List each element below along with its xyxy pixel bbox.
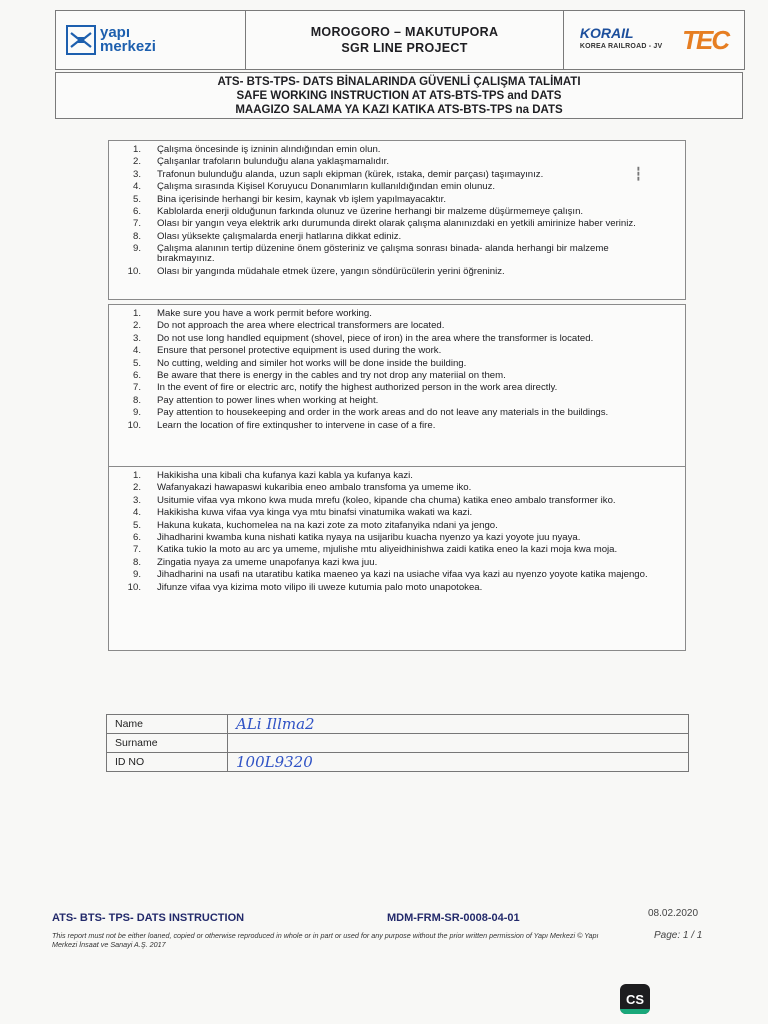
item-number: 2. xyxy=(132,482,141,494)
item-text: Olası bir yangın veya elektrik arkı durumunda direkt olarak çalışma alanınızdaki en yetkili amirinize haber veriniz. xyxy=(157,218,636,230)
item-text: Hakuna kukata, kuchomelea na na kazi zote za moto zitafanyika ndani ya jengo. xyxy=(157,519,498,531)
list-item xyxy=(109,533,685,543)
item-number: 4. xyxy=(132,181,141,193)
item-number: 2. xyxy=(132,156,141,168)
item-number: 5. xyxy=(132,357,141,369)
list-item xyxy=(109,408,685,418)
footer-date: 08.02.2020 xyxy=(648,908,699,919)
footer-document-title: ATS- BTS- TPS- DATS INSTRUCTION xyxy=(52,912,245,924)
partner-logos xyxy=(564,11,744,69)
title-english: SAFE WORKING INSTRUCTION AT ATS-BTS-TPS and DATS xyxy=(236,90,562,102)
item-number: 6. xyxy=(132,531,141,543)
list-item xyxy=(109,570,685,580)
item-text: Learn the location of fire extinqusher to intervene in case of a fire. xyxy=(157,419,436,431)
korail-logo xyxy=(580,27,663,53)
item-text: Jihadharini kwamba kuna nishati katika nyaya na usijaribu kuacha nyenzo ya kazi yoyote juu nyaya. xyxy=(157,531,581,543)
item-number: 7. xyxy=(132,218,141,230)
list-item xyxy=(109,558,685,568)
section-swahili xyxy=(108,467,686,651)
list-item xyxy=(109,483,685,493)
list-item xyxy=(109,421,685,431)
item-text: Make sure you have a work permit before working. xyxy=(157,308,372,319)
list-item xyxy=(109,583,685,593)
item-number: 5. xyxy=(132,193,141,205)
item-text: Be aware that there is energy in the cables and try not drop any materiial on them. xyxy=(157,369,506,381)
project-title-line1: MOROGORO – MAKUTUPORA xyxy=(310,25,499,39)
id-number-label: ID NO xyxy=(107,753,228,772)
item-number: 9. xyxy=(132,243,141,255)
name-value[interactable]: ALi Illma2 xyxy=(228,715,689,734)
footer-page-number: Page: 1 / 1 xyxy=(654,930,703,941)
instruction-list-english xyxy=(109,305,685,431)
footer-disclaimer: This report must not be either loaned, copied or otherwise reproduced in whole or in part or used for any purpose without the prior written permission of Yapı Merkezi © Yapı Merkezi İnsaat ve Sanayi A.Ş. 2017 xyxy=(52,931,599,949)
item-text: Çalışma sırasında Kişisel Koruyucu Donanımların kullanıldığından emin olunuz. xyxy=(157,181,496,193)
yapi-merkezi-logo xyxy=(56,11,246,69)
korail-logo-text: KORAIL xyxy=(579,25,634,41)
item-text: Jihadharini na usafi na utaratibu katika maeneo ya kazi na usiache vifaa vya kazi au nyenzo yoyote katika majengo. xyxy=(157,569,648,581)
list-item xyxy=(109,371,685,381)
list-item xyxy=(109,383,685,393)
item-text: Ensure that personel protective equipment is used during the work. xyxy=(157,345,442,357)
item-text: Olası yüksekte çalışmalarda enerji hatlarına dikkat ediniz. xyxy=(157,230,402,242)
korail-logo-subtext: KOREA RAILROAD - JV xyxy=(579,43,663,50)
project-title xyxy=(246,11,564,69)
yapi-merkezi-mark-icon xyxy=(66,25,96,55)
project-title-line2: SGR LINE PROJECT xyxy=(341,41,468,55)
item-text: Do not use long handled equipment (shovel, piece of iron) in the area where the transformer is located. xyxy=(157,332,594,344)
item-number: 7. xyxy=(132,544,141,556)
item-number: 1. xyxy=(132,470,141,481)
surname-value[interactable] xyxy=(228,734,689,753)
list-item xyxy=(109,219,685,229)
title-turkish: ATS- BTS-TPS- DATS BİNALARINDA GÜVENLİ ÇALIŞMA TALİMATI xyxy=(217,76,581,88)
table-row xyxy=(107,753,689,772)
item-text: Çalışma öncesinde iş izninin alındığından emin olun. xyxy=(157,144,381,155)
item-number: 6. xyxy=(132,369,141,381)
title-swahili: MAAGIZO SALAMA YA KAZI KATIKA ATS-BTS-TPS na DATS xyxy=(235,104,563,116)
item-text: No cutting, welding and similer hot works will be done inside the building. xyxy=(157,357,467,369)
tec-logo-text: TEC xyxy=(682,24,729,55)
list-item xyxy=(109,267,685,277)
surname-label: Surname xyxy=(107,734,228,753)
list-item xyxy=(109,359,685,369)
list-item xyxy=(109,170,685,180)
list-item xyxy=(109,232,685,242)
item-text: Olası bir yangında müdahale etmek üzere, yangın söndürücülerin yerini öğreniniz. xyxy=(157,265,505,277)
item-text: Hakikisha kuwa vifaa vya kinga vya mtu binafsi vinatumika wakati wa kazi. xyxy=(157,507,473,519)
margin-stamp-icon: ▮ ▮ ▮ xyxy=(637,166,640,182)
list-item xyxy=(109,309,685,319)
item-number: 10. xyxy=(127,265,141,277)
item-number: 3. xyxy=(132,494,141,506)
section-turkish xyxy=(108,140,686,300)
item-number: 6. xyxy=(132,205,141,217)
item-text: Pay attention to housekeeping and order in the work areas and do not leave any materials in the buildings. xyxy=(157,407,609,419)
item-text: Katika tukio la moto au arc ya umeme, mjulishe mtu aliyeidhinishwa zaidi katika eneo la kazi moja kwa moja. xyxy=(157,544,618,556)
instruction-title xyxy=(55,72,743,119)
list-item xyxy=(109,334,685,344)
item-text: Trafonun bulunduğu alanda, uzun saplı ekipman (kürek, ıstaka, demir parçası) taşımayınız. xyxy=(157,168,544,180)
tec-logo xyxy=(682,25,728,56)
item-text: Kablolarda enerji olduğunun farkında olunuz ve üzerine herhangi bir malzeme düşürmemeye çalışın. xyxy=(157,205,584,217)
logo-word-yapi: yapı xyxy=(100,24,131,41)
item-number: 10. xyxy=(127,581,141,593)
item-text: Zingatia nyaya za umeme unapofanya kazi kwa juu. xyxy=(157,556,378,568)
personal-info-table xyxy=(106,714,689,772)
item-text: Çalışma alanının tertip düzenine önem gösteriniz ve çalışma sonrası binada- alanda herhangi bir malzeme bırakmayınız. xyxy=(157,243,609,265)
camscanner-badge-icon[interactable]: CS xyxy=(620,984,650,1014)
logo-word-merkezi: merkezi xyxy=(100,38,156,55)
document-header xyxy=(55,10,745,70)
list-item xyxy=(109,244,685,264)
list-item xyxy=(109,496,685,506)
list-item xyxy=(109,182,685,192)
item-text: Wafanyakazi hawapaswi kukaribia eneo ambalo transfoma ya umeme iko. xyxy=(157,482,472,494)
list-item xyxy=(109,321,685,331)
table-row xyxy=(107,734,689,753)
list-item xyxy=(109,508,685,518)
list-item xyxy=(109,396,685,406)
list-item xyxy=(109,346,685,356)
list-item xyxy=(109,157,685,167)
item-number: 4. xyxy=(132,345,141,357)
id-number-value[interactable]: 100L9320 xyxy=(228,753,689,772)
list-item xyxy=(109,195,685,205)
item-number: 8. xyxy=(132,230,141,242)
item-number: 2. xyxy=(132,320,141,332)
name-label: Name xyxy=(107,715,228,734)
item-number: 5. xyxy=(132,519,141,531)
item-text: Jifunze vifaa vya kizima moto vilipo ili uweze kutumia palo moto unapotokea. xyxy=(157,581,483,593)
item-number: 9. xyxy=(132,407,141,419)
item-number: 1. xyxy=(132,308,141,319)
table-row xyxy=(107,715,689,734)
item-text: Pay attention to power lines when working at height. xyxy=(157,394,379,406)
instruction-list-turkish xyxy=(109,141,685,277)
item-number: 3. xyxy=(132,332,141,344)
list-item xyxy=(109,545,685,555)
list-item xyxy=(109,145,685,155)
section-english xyxy=(108,304,686,467)
item-number: 7. xyxy=(132,382,141,394)
item-number: 8. xyxy=(132,556,141,568)
item-number: 9. xyxy=(132,569,141,581)
item-text: Hakikisha una kibali cha kufanya kazi kabla ya kufanya kazi. xyxy=(157,470,413,481)
item-text: Usitumie vifaa vya mkono kwa muda mrefu (koleo, kipande cha chuma) katika eneo ambalo transformer iko. xyxy=(157,494,616,506)
list-item xyxy=(109,207,685,217)
item-text: In the event of fire or electric arc, notify the highest authorized person in the work area directly. xyxy=(157,382,558,394)
item-text: Bina içerisinde herhangi bir kesim, kaynak vb işlem yapılmayacaktır. xyxy=(157,193,447,205)
item-number: 8. xyxy=(132,394,141,406)
item-text: Çalışanlar trafoların bulunduğu alana yaklaşmamalıdır. xyxy=(157,156,389,168)
item-number: 3. xyxy=(132,168,141,180)
footer-document-code: MDM-FRM-SR-0008-04-01 xyxy=(387,912,520,924)
item-number: 1. xyxy=(132,144,141,155)
item-number: 4. xyxy=(132,507,141,519)
list-item xyxy=(109,471,685,481)
item-text: Do not approach the area where electrical transformers are located. xyxy=(157,320,445,332)
item-number: 10. xyxy=(127,419,141,431)
instruction-list-swahili xyxy=(109,467,685,593)
list-item xyxy=(109,521,685,531)
